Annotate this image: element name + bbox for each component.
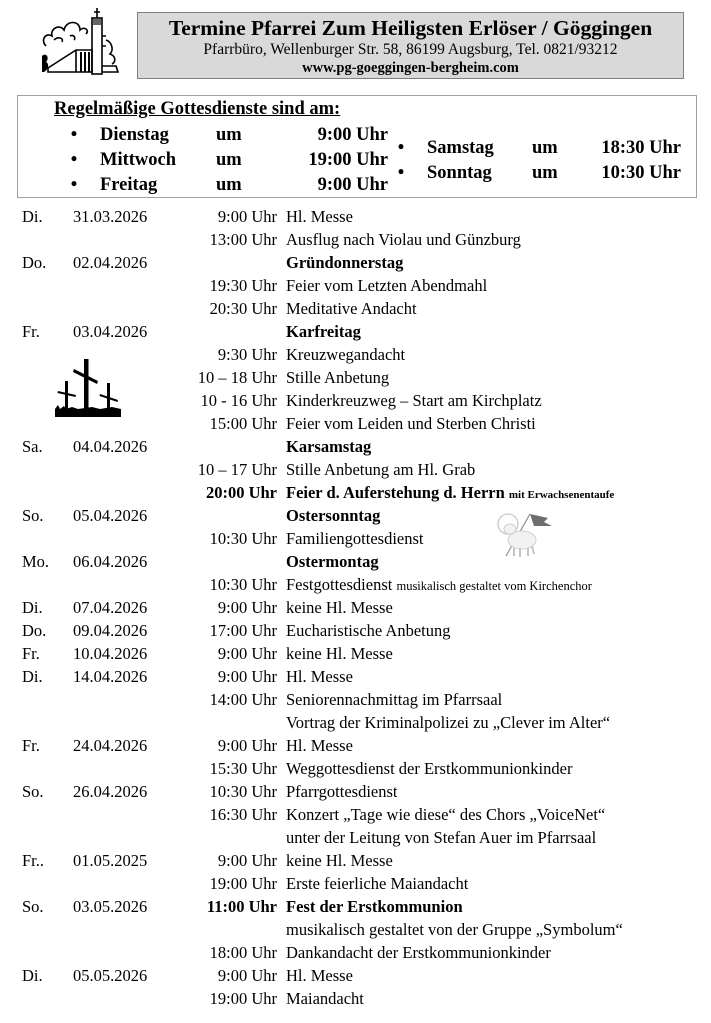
bullet-icon: • [70,150,78,170]
event-description [286,964,353,987]
event-weekday: So. [22,897,44,916]
schedule-row [0,205,711,228]
three-crosses-icon [52,357,124,419]
service-time: 9:00 Uhr [317,175,388,195]
service-day: Dienstag [100,125,169,145]
event-weekday: Sa. [22,437,43,456]
event-title: Erste feierliche Maiandacht [286,874,469,893]
event-weekday: Fr. [22,644,40,663]
event-description [286,619,451,642]
event-date: 24.04.2026 [73,736,148,755]
event-weekday: Fr.. [22,851,45,870]
schedule-row [0,734,711,757]
event-title: Weggottesdienst der Erstkommunionkinder [286,759,573,778]
event-title: Maiandacht [286,989,364,1008]
event-time: 16:30 Uhr [209,805,277,824]
event-title: Feier vom Leiden und Sterben Christi [286,414,536,433]
regular-service-item [68,173,388,197]
event-description [286,826,596,849]
event-title: Seniorennachmittag im Pfarrsaal [286,690,503,709]
easter-lamb-icon [494,510,556,562]
schedule-row [0,297,711,320]
event-description [286,642,393,665]
event-title: Stille Anbetung [286,368,390,387]
event-date: 10.04.2026 [73,644,148,663]
event-description [286,297,417,320]
service-time: 19:00 Uhr [308,150,388,170]
event-title-highlight: Feier d. Auferstehung d. Herrn [286,483,505,502]
service-um: um [216,150,242,170]
event-description [286,688,502,711]
schedule-row [0,642,711,665]
event-date: 31.03.2026 [73,207,148,226]
schedule-row [0,918,711,941]
event-time: 10 - 16 Uhr [200,391,277,410]
event-description [286,389,542,412]
service-time: 10:30 Uhr [601,163,681,183]
event-title-highlight: Karfreitag [286,322,361,341]
service-um: um [216,175,242,195]
bullet-icon: • [397,163,405,183]
event-title: Hl. Messe [286,736,353,755]
schedule-row [0,849,711,872]
event-description [286,780,398,803]
event-title: Festgottesdienst [286,575,393,594]
schedule-row [0,826,711,849]
event-time: 15:00 Uhr [209,414,277,433]
event-time: 19:30 Uhr [209,276,277,295]
regular-service-item [395,136,681,160]
event-title: Dankandacht der Erstkommunionkinder [286,943,551,962]
event-description [286,803,605,826]
event-weekday: Di. [22,966,43,985]
event-time: 19:00 Uhr [209,874,277,893]
event-date: 05.04.2026 [73,506,148,525]
event-title: Pfarrgottesdienst [286,782,398,801]
event-time: 10:30 Uhr [209,575,277,594]
schedule-row [0,481,711,504]
event-time: 10 – 17 Uhr [197,460,277,479]
bullet-icon: • [397,138,405,158]
event-date: 09.04.2026 [73,621,148,640]
schedule-row [0,711,711,734]
service-day: Freitag [100,175,158,195]
event-weekday: Di. [22,207,43,226]
event-note: musikalisch gestaltet vom Kirchenchor [396,579,592,593]
schedule-row [0,228,711,251]
event-description [286,849,393,872]
schedule-row [0,435,711,458]
parish-header [137,12,684,79]
event-weekday: Do. [22,253,47,272]
event-title: Hl. Messe [286,207,353,226]
event-time: 9:00 Uhr [217,736,277,755]
event-description [286,228,521,251]
event-title-highlight: Ostermontag [286,552,379,571]
event-time: 11:00 Uhr [206,897,277,916]
schedule-row [0,274,711,297]
regular-services-heading: Regelmäßige Gottesdienste sind am: [54,99,341,119]
event-title: Ausflug nach Violau und Günzburg [286,230,521,249]
event-description [286,320,361,343]
event-date: 02.04.2026 [73,253,148,272]
event-date: 01.05.2025 [73,851,148,870]
event-weekday: So. [22,506,44,525]
event-date: 07.04.2026 [73,598,148,617]
event-description [286,757,572,780]
schedule-row [0,803,711,826]
regular-services-box [17,95,697,198]
event-date: 05.05.2026 [73,966,148,985]
event-weekday: Di. [22,598,43,617]
event-title: Kinderkreuzweg – Start am Kirchplatz [286,391,542,410]
schedule-row [0,504,711,527]
schedule-row [0,596,711,619]
event-title: Konzert „Tage wie diese“ des Chors „VoiceNet“ [286,805,606,824]
event-title-highlight: Fest der Erstkommunion [286,897,463,916]
event-description [286,665,353,688]
event-title: keine Hl. Messe [286,598,393,617]
event-title: Hl. Messe [286,667,353,686]
event-schedule [0,205,711,1010]
event-weekday: So. [22,782,44,801]
event-date: 03.04.2026 [73,322,148,341]
event-description [286,596,393,619]
event-title: keine Hl. Messe [286,851,393,870]
event-title: Eucharistische Anbetung [286,621,451,640]
event-title: Kreuzwegandacht [286,345,406,364]
regular-service-item [68,148,388,172]
service-um: um [216,125,242,145]
event-note: mit Erwachsenentaufe [508,489,615,501]
website-link[interactable]: www.pg-goeggingen-bergheim.com [302,60,519,76]
service-day: Sonntag [427,163,492,183]
event-time: 10:30 Uhr [209,782,277,801]
event-title-highlight: Ostersonntag [286,506,381,525]
event-time: 20:30 Uhr [209,299,277,318]
event-weekday: Do. [22,621,47,640]
event-title: Hl. Messe [286,966,353,985]
bullet-icon: • [70,175,78,195]
service-day: Samstag [427,138,494,158]
schedule-row [0,320,711,343]
event-date: 26.04.2026 [73,782,148,801]
event-description [286,366,389,389]
schedule-row [0,251,711,274]
event-description [286,435,371,458]
schedule-row [0,619,711,642]
event-title-highlight: Karsamstag [286,437,372,456]
event-title: Stille Anbetung am Hl. Grab [286,460,476,479]
event-time: 20:00 Uhr [205,483,277,502]
event-description [286,711,610,734]
schedule-row [0,987,711,1010]
schedule-row [0,872,711,895]
regular-service-item [68,123,388,147]
event-title-highlight: Gründonnerstag [286,253,404,272]
event-time: 17:00 Uhr [209,621,277,640]
service-um: um [532,163,558,183]
event-weekday: Di. [22,667,43,686]
event-description [286,205,353,228]
service-day: Mittwoch [100,150,177,170]
event-description [286,527,424,550]
event-weekday: Mo. [22,552,50,571]
event-time: 9:00 Uhr [217,207,277,226]
event-description [286,550,379,573]
event-title: keine Hl. Messe [286,644,393,663]
event-time: 9:00 Uhr [217,667,277,686]
event-title: Feier vom Letzten Abendmahl [286,276,488,295]
event-weekday: Fr. [22,736,40,755]
event-time: 9:00 Uhr [217,644,277,663]
service-time: 18:30 Uhr [601,138,681,158]
event-description [286,987,364,1010]
event-title: Vortrag der Kriminalpolizei zu „Clever im Alter“ [286,713,611,732]
event-description [286,872,468,895]
event-title: unter der Leitung von Stefan Auer im Pfarrsaal [286,828,597,847]
schedule-row [0,527,711,550]
regular-service-item [395,161,681,185]
service-time: 9:00 Uhr [317,125,388,145]
bullet-icon: • [70,125,78,145]
schedule-row [0,780,711,803]
schedule-row [0,895,711,918]
event-time: 9:00 Uhr [217,851,277,870]
schedule-row [0,573,711,596]
event-time: 10 – 18 Uhr [197,368,277,387]
event-description [286,343,405,366]
event-description [286,504,380,527]
event-time: 13:00 Uhr [209,230,277,249]
event-description [286,918,623,941]
event-description [286,941,551,964]
service-um: um [532,138,558,158]
event-description [286,412,536,435]
church-logo-icon [36,6,132,80]
event-title: Meditative Andacht [286,299,417,318]
event-date: 03.05.2026 [73,897,148,916]
page-title: Termine Pfarrei Zum Heiligsten Erlöser / Göggingen [168,16,653,40]
event-title: musikalisch gestaltet von der Gruppe „Symbolum“ [286,920,623,939]
event-time: 9:00 Uhr [217,966,277,985]
schedule-row [0,688,711,711]
schedule-row [0,757,711,780]
event-description [286,274,487,297]
schedule-row [0,458,711,481]
event-description [286,895,463,918]
event-time: 19:00 Uhr [209,989,277,1008]
event-description [286,734,353,757]
event-weekday: Fr. [22,322,40,341]
parish-office-address: Pfarrbüro, Wellenburger Str. 58, 86199 Augsburg, Tel. 0821/93212 [203,41,618,58]
event-date: 04.04.2026 [73,437,148,456]
event-title: Familiengottesdienst [286,529,424,548]
schedule-row [0,550,711,573]
event-time: 14:00 Uhr [209,690,277,709]
schedule-row [0,665,711,688]
event-description [286,573,592,598]
schedule-row [0,964,711,987]
event-time: 10:30 Uhr [209,529,277,548]
event-date: 14.04.2026 [73,667,148,686]
event-time: 9:30 Uhr [217,345,277,364]
event-time: 9:00 Uhr [217,598,277,617]
event-description [286,251,403,274]
event-date: 06.04.2026 [73,552,148,571]
event-time: 15:30 Uhr [209,759,277,778]
event-description [286,458,475,481]
event-time: 18:00 Uhr [209,943,277,962]
schedule-row [0,941,711,964]
